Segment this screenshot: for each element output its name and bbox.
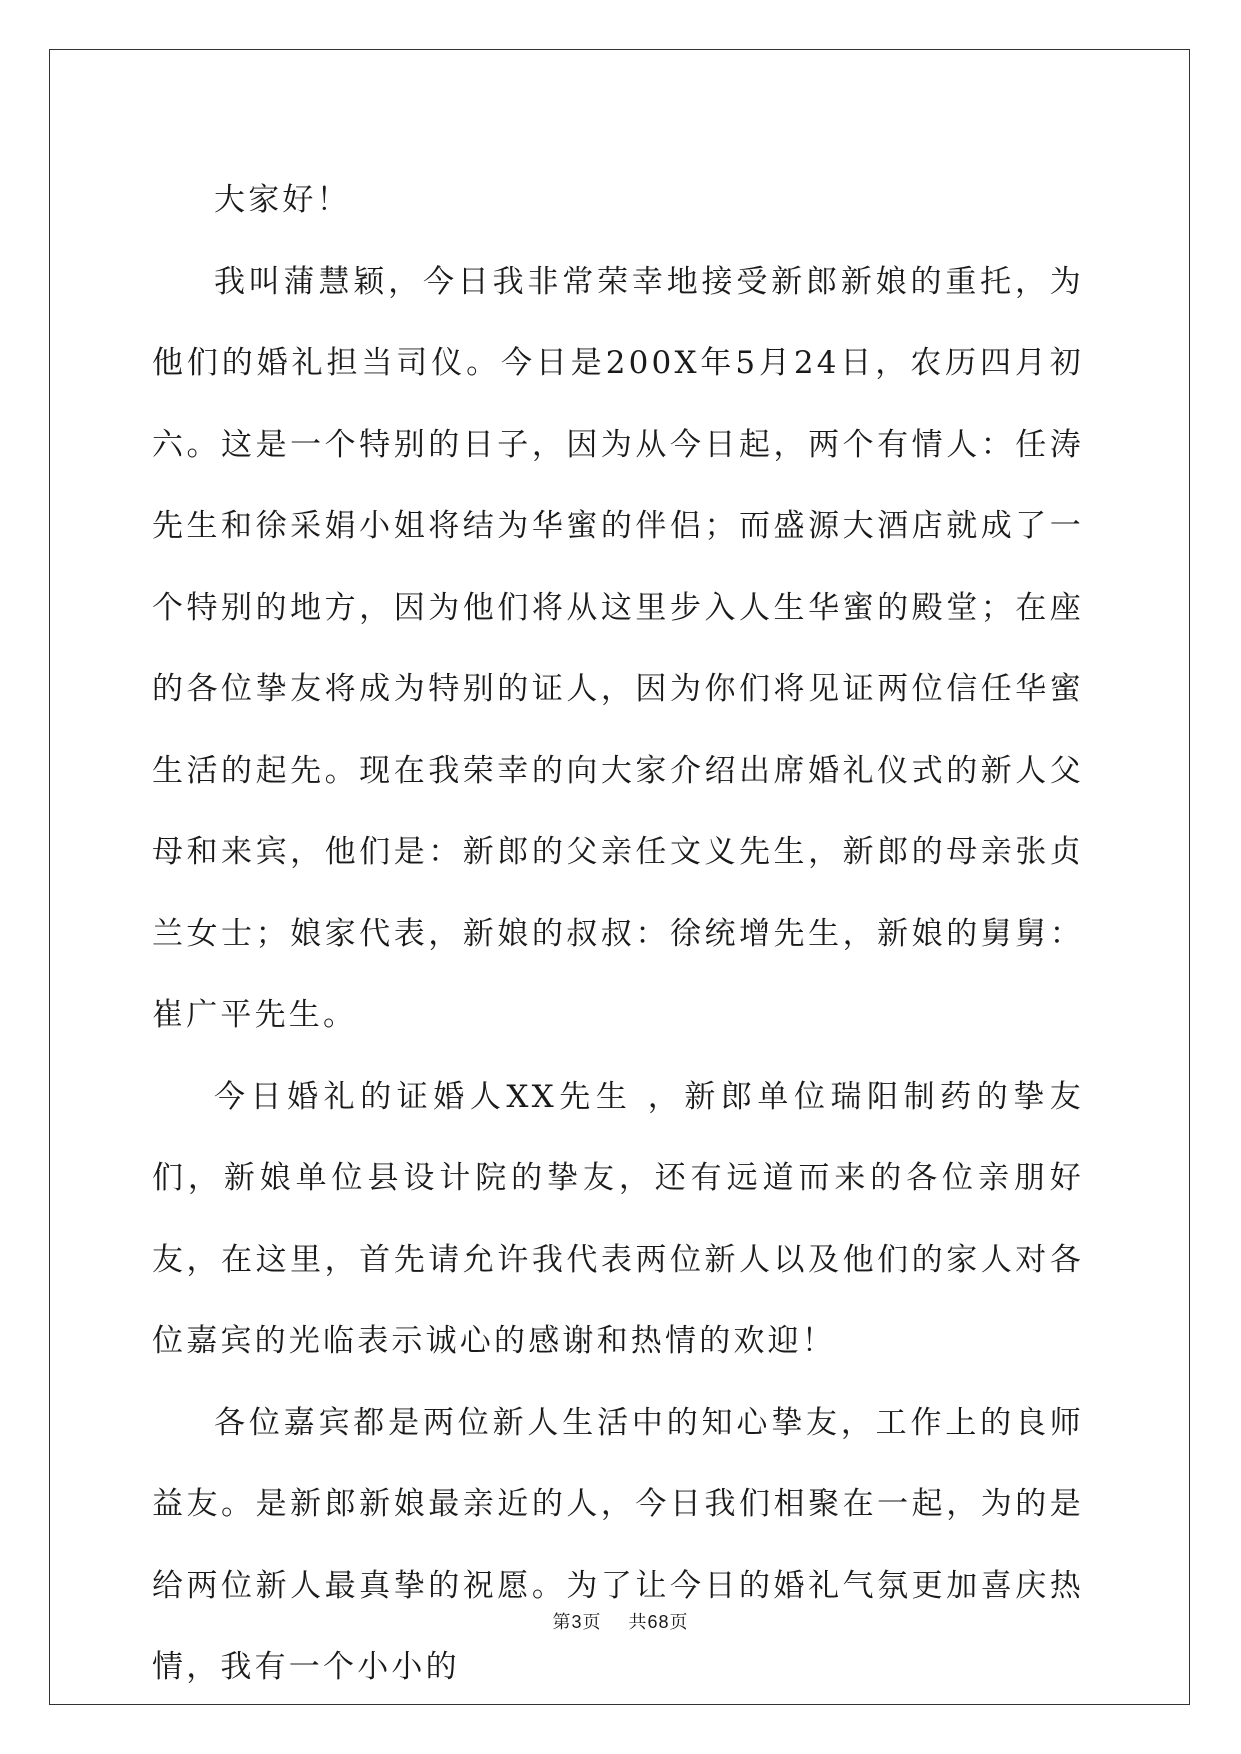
total-prefix: 共 (628, 1612, 648, 1633)
paragraph-introduction: 我叫蒲慧颖，今日我非常荣幸地接受新郎新娘的重托，为他们的婚礼担当司仪。今日是200X年5月24日，农历四月初六。这是一个特别的日子，因为从今日起，两个有情人：任涛先生和徐采娟小姐将结为华蜜的伴侣；而盛源大酒店就成了一个特别的地方，因为他们将从这里步入人生华蜜的殿堂；在座的各位挚友将成为特别的证人，因为你们将见证两位信任华蜜生活的起先。现在我荣幸的向大家介绍出席婚礼仪式的新人父母和来宾，他们是：新郎的父亲任文义先生，新郎的母亲张贞兰女士；娘家代表，新娘的叔叔：徐统增先生，新娘的舅舅：崔广平先生。 (152, 263, 1084, 1033)
paragraph-guests: 各位嘉宾都是两位新人生活中的知心挚友，工作上的良师益友。是新郎新娘最亲近的人，今日我们相聚在一起，为的是给两位新人最真挚的祝愿。为了让今日的婚礼气氛更加喜庆热情，我有一个小小的 (152, 1404, 1084, 1685)
paragraph-greeting: 大家好！ (214, 182, 351, 218)
page-footer (0, 1608, 1241, 1634)
page-number: 3 (571, 1612, 583, 1632)
page-prefix: 第 (552, 1612, 572, 1633)
total-pages: 68 (647, 1612, 670, 1632)
page-suffix: 页 (582, 1612, 602, 1633)
paragraph-welcome: 今日婚礼的证婚人XX先生 ，新郎单位瑞阳制药的挚友们，新娘单位县设计院的挚友，还有远道而来的各位亲朋好友，在这里，首先请允许我代表两位新人以及他们的家人对各位嘉宾的光临表示诚心的感谢和热情的欢迎！ (152, 1078, 1084, 1359)
total-suffix: 页 (669, 1612, 689, 1633)
document-body (152, 160, 1084, 1709)
